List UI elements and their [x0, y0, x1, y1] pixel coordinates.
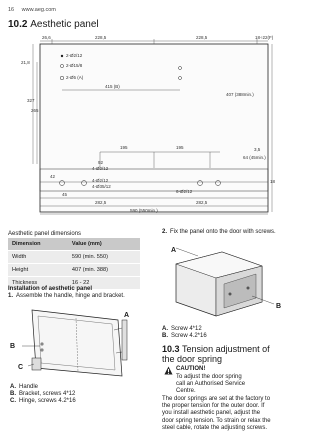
hole-label-2: 2-Ø15/8	[66, 63, 83, 68]
legend-left	[10, 384, 76, 406]
dim-bottom-3: 282,5	[196, 200, 208, 205]
table-cell: Thickness	[8, 277, 68, 290]
table-caption: Aesthetic panel dimensions	[8, 231, 82, 237]
hole-label-3: 2-Ø5 (A)	[66, 75, 84, 80]
dim-mid-1: 195	[120, 145, 128, 150]
fix-label-b: B	[276, 303, 282, 310]
section-title-text: Aesthetic panel	[30, 19, 99, 30]
section-number: 10.2	[8, 19, 28, 30]
legend-item: A. Handle	[10, 384, 39, 390]
hinge	[32, 358, 41, 370]
figure-label-b: B	[10, 343, 16, 350]
page-number: 16	[8, 7, 15, 13]
step-number: 1.	[8, 293, 14, 299]
dim-mid-6: 4-Ø2/12	[92, 178, 109, 183]
dim-top-4: 18÷22(F)	[255, 35, 274, 40]
fix-panel-figure	[168, 246, 284, 320]
site-url: www.aeg.com	[21, 7, 56, 13]
dim-left-2: 327	[27, 98, 35, 103]
caution-text: To adjust the door spring call an Authorised Service Centre.	[176, 374, 246, 394]
screw	[229, 293, 232, 296]
dim-right-1: 407 (388min.)	[226, 92, 254, 97]
bracket-screw	[40, 348, 43, 351]
dim-top-3: 228,5	[196, 35, 208, 40]
figure-label-c: C	[18, 364, 24, 371]
legend-item: C. Hinge, screws 4.2*16	[10, 398, 76, 405]
caution-label: CAUTION!	[176, 366, 206, 372]
section-2-title	[162, 344, 270, 364]
table-header-row	[8, 238, 140, 251]
handle	[122, 320, 127, 360]
legend-right	[162, 326, 207, 340]
table-header-cell: Dimension	[8, 238, 68, 251]
dim-mid-3: 92	[98, 160, 104, 165]
dim-mid-4: 4-Ø2/12	[92, 166, 109, 171]
section-2-title-line-2: the door spring	[162, 354, 223, 364]
dim-415: 415 (B)	[105, 84, 120, 89]
screw	[247, 287, 250, 290]
dimensions-table	[8, 238, 140, 289]
step-1	[8, 293, 140, 301]
legend-item: A. Screw 4*12	[162, 326, 202, 332]
hole	[61, 55, 63, 57]
legend-item: B. Bracket, screws 4*12	[10, 391, 76, 398]
installation-heading: Installation of aesthetic panel	[8, 286, 93, 292]
panel-outline	[40, 44, 268, 212]
spring-instructions: The door springs are set at the factory to the proper tension for the outer door. If you install aesthetic panel, adjust the door spring tension. To strain or relax the steel cable, rotate the adjusting screws.	[162, 396, 271, 431]
step-text: Assemble the handle, hinge and bracket.	[16, 293, 125, 299]
section-2-number: 10.3	[162, 344, 180, 354]
section-2-title-line-1: Tension adjustment of	[182, 344, 270, 354]
dim-mid-8: 6-Ø2/12	[176, 189, 193, 194]
fix-label-a: A	[171, 247, 177, 254]
dim-bottom-4: 590 (550min.)	[130, 208, 158, 213]
dim-top-1: 26,6	[42, 35, 51, 40]
dim-left-3: 265	[31, 108, 39, 113]
dim-mid-2: 195	[176, 145, 184, 150]
legend-item: B. Screw 4.2*16	[162, 333, 207, 340]
table-cell: Width	[8, 251, 68, 264]
step-2	[162, 229, 294, 237]
table-header-cell: Value (mm)	[68, 238, 140, 251]
table-cell: 16 - 22	[68, 277, 140, 290]
table-cell: 407 (min. 388)	[68, 264, 140, 277]
dim-top-2: 228,5	[95, 35, 107, 40]
hole-label-1: 2-Ø2/12	[66, 53, 83, 58]
dim-bottom-2: 282,5	[95, 200, 107, 205]
step-number: 2.	[162, 229, 168, 235]
dim-right-2: 3,5	[254, 147, 261, 152]
dim-right-3: 64 (45min.)	[243, 155, 266, 160]
warning-icon	[164, 366, 173, 375]
dim-mid-7: 4-Ø35/12	[92, 184, 111, 189]
table-cell: 590 (min. 550)	[68, 251, 140, 264]
dim-mid-9: 18	[270, 179, 276, 184]
figure-label-a: A	[124, 312, 130, 319]
table-row	[8, 251, 140, 264]
dim-mid-5: 42	[50, 174, 56, 179]
dim-bottom-1: 45	[62, 192, 68, 197]
bracket-screw	[40, 342, 43, 345]
table-cell: Height	[8, 264, 68, 277]
step-text: Fix the panel onto the door with screws.	[170, 229, 276, 235]
table-row	[8, 264, 140, 277]
dim-left-1: 21,8	[21, 60, 30, 65]
